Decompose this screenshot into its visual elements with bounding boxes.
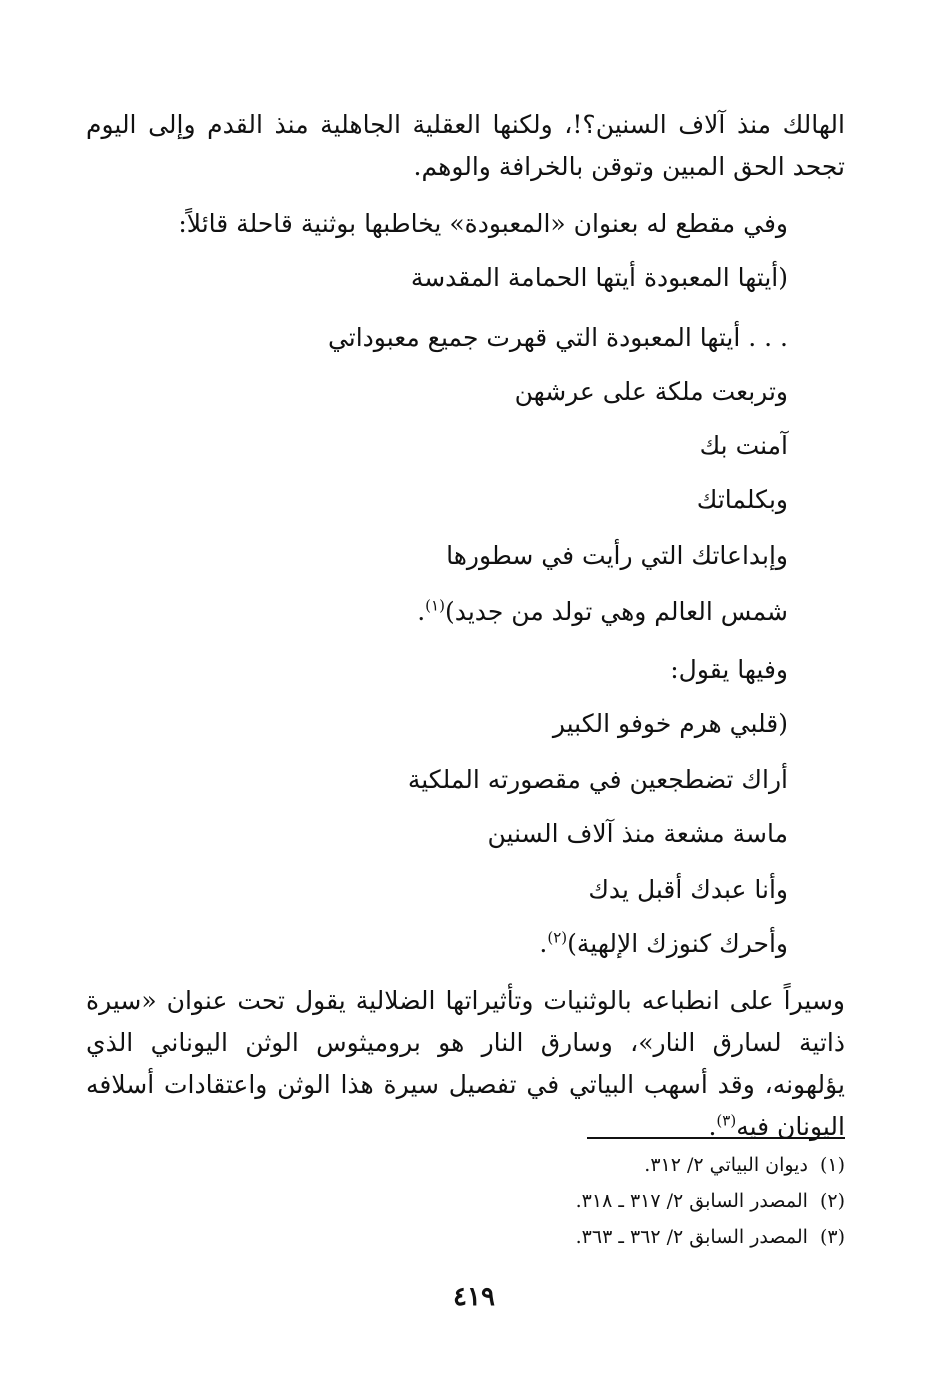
poem-line-6: وإبداعاتك التي رأيت في سطورها xyxy=(446,541,788,570)
footnote-ref-3: (٣) xyxy=(716,1111,737,1130)
footnote-3-text: المصدر السابق ٢/ ٣٦٢ ـ ٣٦٣. xyxy=(575,1226,808,1248)
poem2-line-2: أراك تضطجعين في مقصورته الملكية xyxy=(407,765,788,794)
poem-line-1: (أيتها المعبودة أيتها الحمامة المقدسة xyxy=(410,263,788,292)
paragraph-closing xyxy=(86,980,845,1148)
poem-line-3: وتربعت ملكة على عرشهن xyxy=(514,377,788,406)
intro-second-poem: وفيها يقول: xyxy=(670,655,788,684)
footnote-divider xyxy=(587,1137,845,1139)
footnote-2-text: المصدر السابق ٢/ ٣١٧ ـ ٣١٨. xyxy=(575,1190,808,1212)
footnote-3-number: (٣) xyxy=(819,1226,845,1248)
page-number: ٤١٩ xyxy=(453,1282,495,1312)
poem2-line-1: (قلبي هرم خوفو الكبير xyxy=(552,709,788,738)
poem-line-7-text: شمس العالم وهي تولد من جديد) xyxy=(444,597,788,626)
poem2-line-3: ماسة مشعة منذ آلاف السنين xyxy=(487,819,788,848)
poem-line-7 xyxy=(417,592,788,632)
footnote-2 xyxy=(576,1186,845,1216)
paragraph-closing-end: . xyxy=(708,1112,717,1141)
poem2-line-5-end: . xyxy=(539,929,548,958)
paragraph-intro-poem: وفي مقطع له بعنوان «المعبودة» يخاطبها بوثنية قاحلة قائلاً: xyxy=(178,209,788,238)
footnote-ref-1: (١) xyxy=(425,596,445,615)
footnote-1-text: ديوان البياتي ٢/ ٣١٢. xyxy=(644,1154,808,1176)
footnote-1 xyxy=(644,1150,845,1180)
poem2-line-4: وأنا عبدك أقبل يدك xyxy=(588,875,788,904)
footnote-2-number: (٢) xyxy=(819,1190,845,1212)
poem-line-4: آمنت بك xyxy=(699,431,788,460)
paragraph-opening: الهالك منذ آلاف السنين؟!، ولكنها العقلية الجاهلية منذ القدم وإلى اليوم تجحد الحق المبين وتوقن بالخرافة والوهم. xyxy=(86,110,845,181)
poem2-line-5-text: وأحرك كنوزك الإلهية) xyxy=(567,929,788,958)
poem-line-7-end: . xyxy=(417,597,426,626)
footnote-1-number: (١) xyxy=(819,1154,845,1176)
footnote-ref-2: (٢) xyxy=(547,928,568,947)
paragraph-closing-text: وسيراً على انطباعه بالوثنيات وتأثيراتها الضلالية يقول تحت عنوان «سيرة ذاتية لسارق النار»، وسارق النار هو بروميثوس الوثن اليوناني الذي يؤلهونه، وقد أسهب البياتي في تفصيل سيرة هذا الوثن واعتقادات أسلافه اليونان فيه xyxy=(86,986,845,1141)
poem2-line-5 xyxy=(539,924,788,964)
footnote-3 xyxy=(576,1222,845,1252)
poem-line-2: . . . أيتها المعبودة التي قهرت جميع معبوداتي xyxy=(327,323,788,352)
poem-line-5: وبكلماتك xyxy=(696,485,788,514)
